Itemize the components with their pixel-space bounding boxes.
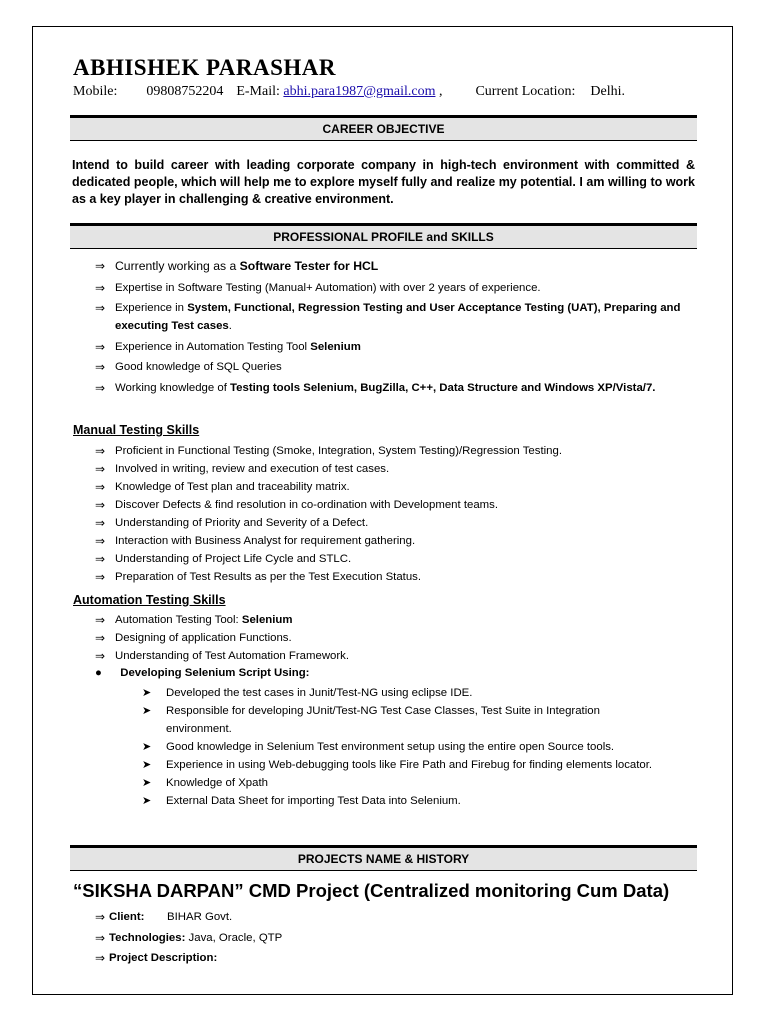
project-description: ⇒ Project Description: bbox=[95, 951, 218, 965]
double-right-arrow-icon: ⇒ bbox=[95, 552, 106, 566]
arrowhead-icon: ➤ bbox=[142, 741, 152, 753]
list-item: ⇒ Proficient in Functional Testing (Smoke, Integration, System Testing)/Regression Testing. bbox=[95, 444, 562, 458]
project-client: ⇒ Client: BIHAR Govt. bbox=[95, 910, 233, 924]
career-objective-heading: CAREER OBJECTIVE bbox=[70, 115, 697, 141]
list-item: ⇒ Involved in writing, review and execution of test cases. bbox=[95, 462, 390, 476]
project-title: “SIKSHA DARPAN” CMD Project (Centralized monitoring Cum Data) bbox=[73, 880, 670, 901]
email-link[interactable]: abhi.para1987@gmail.com bbox=[283, 84, 436, 99]
double-right-arrow-icon: ⇒ bbox=[95, 570, 106, 584]
double-right-arrow-icon: ⇒ bbox=[95, 301, 106, 315]
double-right-arrow-icon: ⇒ bbox=[95, 930, 106, 945]
double-right-arrow-icon: ⇒ bbox=[95, 380, 106, 395]
list-item: ⇒ Experience in System, Functional, Regression Testing and User Acceptance Testing (UAT), Preparing and executing Test cases. bbox=[95, 301, 681, 332]
manual-testing-heading: Manual Testing Skills bbox=[73, 423, 200, 437]
double-right-arrow-icon: ⇒ bbox=[95, 259, 106, 273]
email-label: E-Mail: bbox=[236, 84, 280, 99]
list-item: ⇒ Experience in Automation Testing Tool Selenium bbox=[95, 339, 361, 354]
double-right-arrow-icon: ⇒ bbox=[95, 444, 106, 458]
list-item: ⇒ Preparation of Test Results as per the Test Execution Status. bbox=[95, 570, 422, 584]
list-item: ➤ Experience in using Web-debugging tools like Fire Path and Firebug for finding elements locator. bbox=[142, 756, 662, 774]
arrowhead-icon: ➤ bbox=[142, 705, 152, 717]
arrowhead-icon: ➤ bbox=[142, 795, 152, 807]
contact-line bbox=[73, 84, 625, 100]
email-separator: , bbox=[438, 84, 443, 99]
arrowhead-icon: ➤ bbox=[142, 687, 152, 699]
list-item: ⇒ Understanding of Priority and Severity of a Defect. bbox=[95, 516, 369, 530]
professional-profile-heading: PROFESSIONAL PROFILE and SKILLS bbox=[70, 223, 697, 249]
selenium-script-sublist bbox=[142, 684, 662, 810]
career-objective-text: Intend to build career with leading corporate company in high-tech environment with committed & dedicated people, which will help me to explore myself fully and realize my potential. I am willing to work as a key player in challenging & creative environment. bbox=[72, 158, 695, 206]
double-right-arrow-icon: ⇒ bbox=[95, 360, 106, 374]
double-right-arrow-icon: ⇒ bbox=[95, 649, 106, 663]
double-right-arrow-icon: ⇒ bbox=[95, 631, 106, 645]
list-item: ➤ External Data Sheet for importing Test Data into Selenium. bbox=[142, 792, 662, 810]
list-item: ⇒ Knowledge of Test plan and traceability matrix. bbox=[95, 480, 350, 494]
list-item: ➤ Knowledge of Xpath bbox=[142, 774, 662, 792]
project-technologies: ⇒ Technologies: Java, Oracle, QTP bbox=[95, 930, 283, 945]
location-value: Delhi. bbox=[590, 84, 625, 99]
double-right-arrow-icon: ⇒ bbox=[95, 534, 106, 548]
list-item: ⇒ Understanding of Project Life Cycle and STLC. bbox=[95, 552, 352, 566]
mobile-number: 09808752204 bbox=[146, 84, 224, 99]
list-item: ➤ Responsible for developing JUnit/Test-NG Test Case Classes, Test Suite in Integration environment. bbox=[142, 702, 662, 738]
list-item: ⇒ Automation Testing Tool: Selenium bbox=[95, 613, 293, 627]
list-item: ⇒ Currently working as a Software Tester for HCL bbox=[95, 259, 379, 273]
double-right-arrow-icon: ⇒ bbox=[95, 613, 106, 627]
double-right-arrow-icon: ⇒ bbox=[95, 462, 106, 476]
list-item: ➤ Good knowledge in Selenium Test environment setup using the entire open Source tools. bbox=[142, 738, 662, 756]
bullet-icon: ● bbox=[95, 667, 102, 679]
list-item: ⇒ Working knowledge of Testing tools Selenium, BugZilla, C++, Data Structure and Windows XP/Vista/7. bbox=[95, 380, 656, 395]
list-item: ⇒ Designing of application Functions. bbox=[95, 631, 292, 645]
manual-skills-list bbox=[95, 442, 697, 586]
mobile-label: Mobile: bbox=[73, 84, 118, 99]
arrowhead-icon: ➤ bbox=[142, 777, 152, 789]
double-right-arrow-icon: ⇒ bbox=[95, 339, 106, 354]
projects-heading: PROJECTS NAME & HISTORY bbox=[70, 845, 697, 871]
developing-selenium-bullet: ● Developing Selenium Script Using: bbox=[95, 667, 310, 679]
list-item: ⇒ Good knowledge of SQL Queries bbox=[95, 360, 282, 374]
list-item: ⇒ Discover Defects & find resolution in co-ordination with Development teams. bbox=[95, 498, 499, 512]
location-label: Current Location: bbox=[475, 84, 576, 99]
double-right-arrow-icon: ⇒ bbox=[95, 480, 106, 494]
profile-list bbox=[95, 257, 697, 399]
project-details-list bbox=[95, 908, 282, 970]
automation-testing-heading: Automation Testing Skills bbox=[73, 593, 226, 607]
list-item: ⇒ Expertise in Software Testing (Manual+ Automation) with over 2 years of experience. bbox=[95, 280, 541, 295]
list-item: ➤ Developed the test cases in Junit/Test-NG using eclipse IDE. bbox=[142, 684, 662, 702]
automation-skills-list bbox=[95, 611, 697, 665]
double-right-arrow-icon: ⇒ bbox=[95, 910, 106, 924]
double-right-arrow-icon: ⇒ bbox=[95, 280, 106, 295]
arrowhead-icon: ➤ bbox=[142, 759, 152, 771]
candidate-name: ABHISHEK PARASHAR bbox=[73, 55, 337, 80]
double-right-arrow-icon: ⇒ bbox=[95, 516, 106, 530]
double-right-arrow-icon: ⇒ bbox=[95, 498, 106, 512]
list-item: ⇒ Interaction with Business Analyst for requirement gathering. bbox=[95, 534, 416, 548]
list-item: ⇒ Understanding of Test Automation Framework. bbox=[95, 649, 350, 663]
double-right-arrow-icon: ⇒ bbox=[95, 951, 106, 965]
